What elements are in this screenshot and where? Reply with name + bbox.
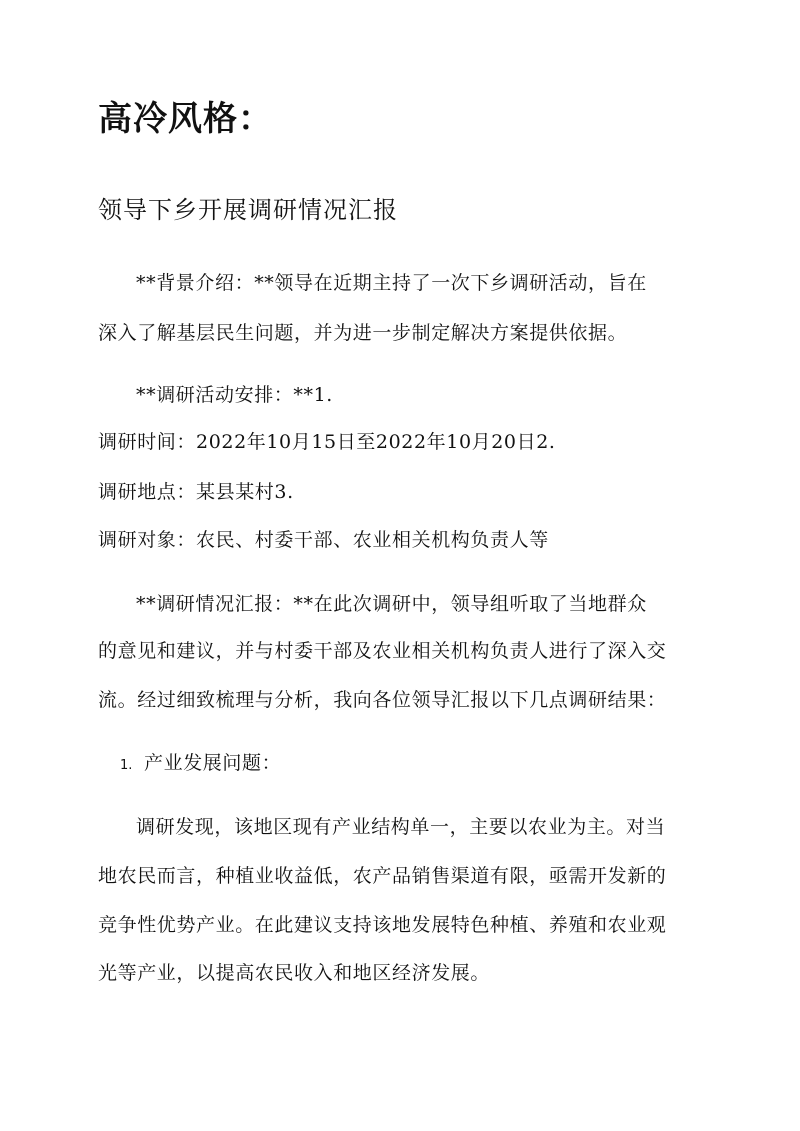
industry-line-1: 调研发现，该地区现有产业结构单一，主要以农业为主。对当 [136, 816, 666, 838]
background-line-1: **背景介绍：**领导在近期主持了一次下乡调研活动，旨在 [136, 272, 647, 294]
background-line-2: 深入了解基层民生问题，并为进一步制定解决方案提供依据。 [98, 322, 628, 344]
schedule-location: 调研地点：某县某村3. [98, 481, 294, 503]
schedule-subjects: 调研对象：农民、村委干部、农业相关机构负责人等 [98, 529, 549, 551]
industry-line-3: 竞争性优势产业。在此建议支持该地发展特色种植、养殖和农业观 [98, 914, 667, 936]
schedule-time: 调研时间：2022年10月15日至2022年10月20日2. [98, 431, 556, 453]
report-line-2: 的意见和建议，并与村委干部及农业相关机构负责人进行了深入交 [98, 640, 667, 662]
report-line-3: 流。经过细致梳理与分析，我向各位领导汇报以下几点调研结果： [98, 689, 667, 711]
report-line-1: **调研情况汇报：**在此次调研中，领导组听取了当地群众 [136, 593, 647, 615]
industry-line-2: 地农民而言，种植业收益低，农产品销售渠道有限，亟需开发新的 [98, 865, 667, 887]
industry-line-4: 光等产业，以提高农民收入和地区经济发展。 [98, 962, 491, 984]
document-title: 高冷风格： [98, 99, 273, 139]
list-number: 1. [120, 758, 133, 773]
schedule-heading: **调研活动安排：**1. [136, 384, 333, 406]
list-item-industry: 产业发展问题： [144, 752, 282, 774]
document-subtitle: 领导下乡开展调研情况汇报 [98, 196, 398, 224]
